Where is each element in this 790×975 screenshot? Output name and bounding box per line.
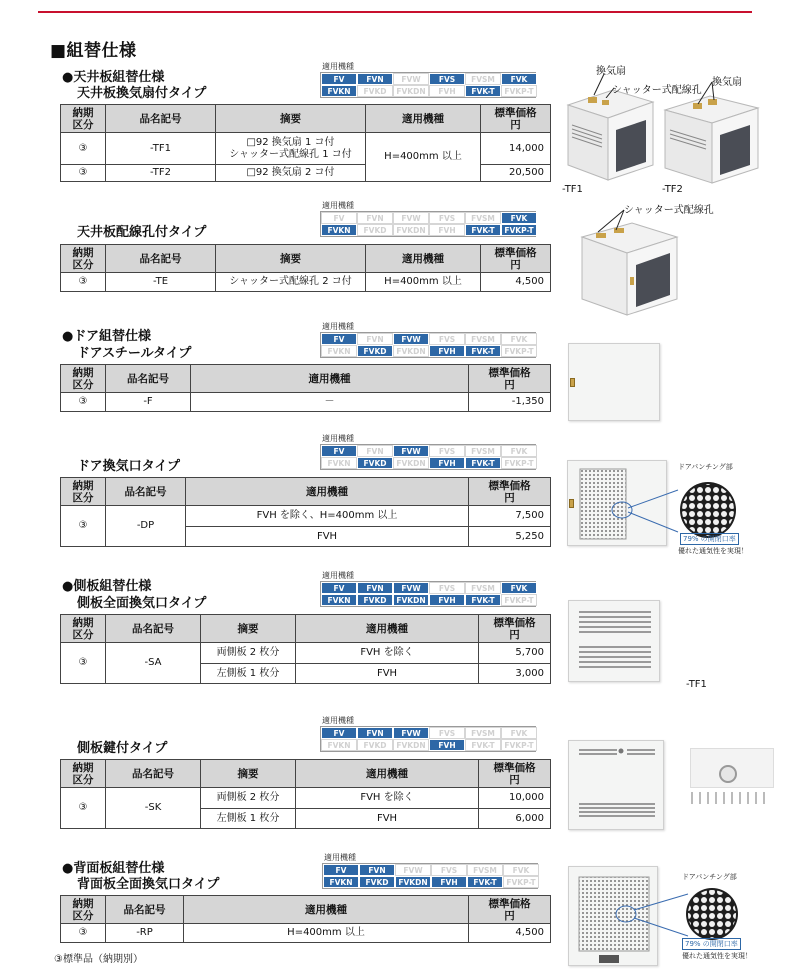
compat-cell-active: FVN <box>357 727 393 739</box>
header-models: 適用機種 <box>184 896 469 924</box>
label-shutter-hole-1: シャッター式配線孔 <box>612 85 702 96</box>
compat-cell-inactive: FVK-T <box>465 739 501 751</box>
compat-cell-active: FVH <box>429 594 465 606</box>
lock-icon <box>719 765 737 783</box>
cell-delivery: ③ <box>61 133 106 165</box>
header-models: 適用機種 <box>296 760 479 788</box>
cell-delivery: ③ <box>61 506 106 547</box>
compat-cell-active: FVK <box>501 212 537 224</box>
compat-cells <box>322 863 538 889</box>
caption-side-vent: -TF1 <box>686 679 707 690</box>
compat-cell-inactive: FVKDN <box>393 739 429 751</box>
page-title: ■組替仕様 <box>50 41 137 61</box>
compat-cell-active: FVW <box>393 445 429 457</box>
cell-models: FVH を除く <box>296 788 479 809</box>
cell-models: H=400mm 以上 <box>184 924 469 943</box>
header-price: 標準価格 円 <box>469 478 551 506</box>
compat-cell-inactive: FVS <box>431 864 467 876</box>
compat-cell-inactive: FVKP-T <box>501 594 537 606</box>
compat-cell-inactive: FVKD <box>357 739 393 751</box>
compat-cell-active: FVK <box>501 582 537 594</box>
label-open-ratio-2: 79% の開閉口率 <box>682 938 741 950</box>
compat-cell-active: FVH <box>429 739 465 751</box>
compat-label: 適用機種 <box>322 62 354 71</box>
cell-summary: □92 換気扇 1 コ付 シャッター式配線孔 1 コ付 <box>216 133 366 165</box>
section-heading-door-options: ●ドア組替仕様 <box>62 329 151 344</box>
compat-cell-inactive: FVW <box>395 864 431 876</box>
header-code: 品名記号 <box>106 105 216 133</box>
compat-cell-active: FVN <box>359 864 395 876</box>
compat-cells <box>320 332 536 358</box>
cell-price: 7,500 <box>469 506 551 527</box>
header-models: 適用機種 <box>366 105 481 133</box>
header-code: 品名記号 <box>106 365 191 393</box>
footnote: ③標準品（納期別） <box>54 954 143 965</box>
header-summary: 摘要 <box>201 615 296 643</box>
header-code: 品名記号 <box>106 760 201 788</box>
compat-cell-inactive: FVW <box>393 73 429 85</box>
header-price: 標準価格 円 <box>469 365 551 393</box>
cell-delivery: ③ <box>61 273 106 292</box>
cell-code: -RP <box>106 924 184 943</box>
cell-summary: 左側板 1 枚分 <box>201 809 296 829</box>
header-models: 適用機種 <box>186 478 469 506</box>
compat-cell-active: FVKDN <box>393 594 429 606</box>
header-delivery: 納期 区分 <box>61 365 106 393</box>
door-hinge-icon <box>569 499 574 508</box>
section-subheading-ceiling-fan: 天井板換気扇付タイプ <box>77 86 207 101</box>
table-door-vent <box>60 477 551 547</box>
cell-delivery: ③ <box>61 924 106 943</box>
compat-grid-ceiling-fan <box>320 61 536 98</box>
section-subheading-door-steel: ドアスチールタイプ <box>77 346 192 361</box>
lock-closeup-illustration <box>690 748 774 788</box>
compat-cell-active: FVN <box>357 582 393 594</box>
header-summary: 摘要 <box>216 105 366 133</box>
compat-cell-inactive: FVH <box>429 85 465 97</box>
cell-summary: 両側板 2 枚分 <box>201 788 296 809</box>
table-ceiling-fan <box>60 104 551 182</box>
compat-cell-active: FVS <box>429 73 465 85</box>
table-header-row <box>61 105 551 133</box>
cell-code: -TF1 <box>106 133 216 165</box>
compat-cell-inactive: FVK <box>503 864 539 876</box>
cell-summary: 左側板 1 枚分 <box>201 664 296 684</box>
compat-cell-active: FVKN <box>323 876 359 888</box>
header-price: 標準価格 円 <box>469 896 551 924</box>
cell-price: -1,350 <box>469 393 551 412</box>
compat-cell-active: FV <box>321 727 357 739</box>
compat-cell-inactive: FVKDN <box>393 224 429 236</box>
compat-cell-active: FVN <box>357 73 393 85</box>
compat-cell-inactive: FVSM <box>465 445 501 457</box>
compat-cell-inactive: FVKP-T <box>503 876 539 888</box>
cell-price: 4,500 <box>469 924 551 943</box>
compat-cell-active: FVK-T <box>465 85 501 97</box>
compat-cell-inactive: FVN <box>357 333 393 345</box>
cell-delivery: ③ <box>61 788 106 829</box>
compat-cell-inactive: FVKDN <box>393 85 429 97</box>
compat-cell-inactive: FVSM <box>465 582 501 594</box>
compat-cell-inactive: FVKP-T <box>501 345 537 357</box>
compat-cell-active: FVKP-T <box>501 224 537 236</box>
compat-cell-active: FVKD <box>357 457 393 469</box>
compat-cell-active: FVKD <box>357 345 393 357</box>
compat-cells <box>320 211 536 237</box>
compat-cell-inactive: FVSM <box>465 73 501 85</box>
section-subheading-back-vent: 背面板全面換気口タイプ <box>77 877 220 892</box>
compat-cell-inactive: FVS <box>429 727 465 739</box>
table-ceiling-wiring <box>60 244 551 292</box>
header-code: 品名記号 <box>106 245 216 273</box>
cell-models: － <box>191 393 469 412</box>
header-delivery: 納期 区分 <box>61 105 106 133</box>
section-heading-side-options: ●側板組替仕様 <box>62 579 152 594</box>
compat-cell-inactive: FVKP-T <box>501 85 537 97</box>
compat-cell-inactive: FVH <box>429 224 465 236</box>
table-row <box>61 393 551 412</box>
header-delivery: 納期 区分 <box>61 478 106 506</box>
cell-models: H=400mm 以上 <box>366 273 481 292</box>
table-row <box>61 788 551 809</box>
header-delivery: 納期 区分 <box>61 245 106 273</box>
door-steel-illustration <box>568 343 660 421</box>
table-header-row <box>61 615 551 643</box>
compat-cell-inactive: FV <box>321 212 357 224</box>
table-header-row <box>61 365 551 393</box>
compat-cell-active: FV <box>321 582 357 594</box>
compat-cell-active: FVK-T <box>465 594 501 606</box>
cell-delivery: ③ <box>61 643 106 684</box>
header-delivery: 納期 区分 <box>61 760 106 788</box>
header-code: 品名記号 <box>106 478 186 506</box>
compat-cell-inactive: FVKDN <box>393 457 429 469</box>
cell-price: 10,000 <box>479 788 551 809</box>
table-side-lock <box>60 759 551 829</box>
compat-cell-active: FVK-T <box>465 345 501 357</box>
label-fan-2: 換気扇 <box>712 77 742 88</box>
section-heading-ceiling-options: ●天井板組替仕様 <box>62 70 165 85</box>
compat-label: 適用機種 <box>322 571 354 580</box>
compat-cell-active: FVKDN <box>395 876 431 888</box>
section-subheading-side-lock: 側板鍵付タイプ <box>77 741 168 756</box>
header-models: 適用機種 <box>366 245 481 273</box>
table-header-row <box>61 896 551 924</box>
header-code: 品名記号 <box>106 896 184 924</box>
compat-cell-active: FVH <box>429 457 465 469</box>
compat-cell-active: FVH <box>431 876 467 888</box>
caption-tf1: -TF1 <box>562 184 583 195</box>
compat-cell-active: FV <box>321 333 357 345</box>
cell-price: 4,500 <box>481 273 551 292</box>
cell-code: -TE <box>106 273 216 292</box>
table-row <box>61 643 551 664</box>
compat-label: 適用機種 <box>322 201 354 210</box>
caption-tf2: -TF2 <box>662 184 683 195</box>
table-side-vent <box>60 614 551 684</box>
compat-cell-inactive: FVSM <box>465 333 501 345</box>
compat-cell-inactive: FVW <box>393 212 429 224</box>
cell-models: FVH を除く <box>296 643 479 664</box>
compat-cell-inactive: FVKN <box>321 345 357 357</box>
cell-price: 20,500 <box>481 165 551 182</box>
compat-cells <box>320 444 536 470</box>
header-code: 品名記号 <box>106 615 201 643</box>
label-benefit-2: 優れた通気性を実現！ <box>682 952 752 960</box>
header-summary: 摘要 <box>201 760 296 788</box>
compat-cell-active: FVKN <box>321 594 357 606</box>
cell-code: -F <box>106 393 191 412</box>
compat-cell-active: FVK-T <box>467 876 503 888</box>
cell-summary: シャッター式配線孔 2 コ付 <box>216 273 366 292</box>
section-subheading-ceiling-wiring: 天井板配線孔付タイプ <box>77 225 207 240</box>
compat-cell-active: FVK-T <box>465 457 501 469</box>
compat-label: 適用機種 <box>322 322 354 331</box>
cell-models: FVH <box>296 664 479 684</box>
compat-cell-inactive: FVSM <box>465 212 501 224</box>
table-header-row <box>61 760 551 788</box>
label-punching-1: ドアパンチング部 <box>678 463 733 471</box>
header-price: 標準価格 円 <box>479 760 551 788</box>
cell-price: 5,250 <box>469 527 551 547</box>
header-delivery: 納期 区分 <box>61 615 106 643</box>
compat-cell-active: FVW <box>393 582 429 594</box>
label-punching-2: ドアパンチング部 <box>682 873 737 881</box>
table-header-row <box>61 478 551 506</box>
compat-cell-active: FVW <box>393 333 429 345</box>
side-vent-illustration <box>568 600 660 682</box>
cell-price: 6,000 <box>479 809 551 829</box>
compat-grid-side-lock <box>320 715 536 752</box>
top-divider-line <box>38 11 752 13</box>
compat-cell-inactive: FVN <box>357 212 393 224</box>
compat-cell-inactive: FVS <box>429 212 465 224</box>
table-row <box>61 506 551 527</box>
lock-parts-icon <box>688 790 778 806</box>
compat-grid-side-vent <box>320 570 536 607</box>
side-lock-slots-icon <box>569 741 665 831</box>
compat-label: 適用機種 <box>322 716 354 725</box>
header-price: 標準価格 円 <box>481 245 551 273</box>
compat-cell-active: FVKN <box>321 85 357 97</box>
side-lock-illustration <box>568 740 664 830</box>
label-benefit-1: 優れた通気性を実現！ <box>678 547 748 555</box>
compat-cell-inactive: FVK <box>501 727 537 739</box>
cell-models: FVH を除く、H=400mm 以上 <box>186 506 469 527</box>
section-subheading-door-vent: ドア換気口タイプ <box>77 459 180 474</box>
cell-models: FVH <box>186 527 469 547</box>
compat-grid-door-steel <box>320 321 536 358</box>
compat-grid-back-vent <box>322 852 538 889</box>
label-open-ratio-1: 79% の開閉口率 <box>680 533 739 545</box>
compat-cell-inactive: FVK <box>501 445 537 457</box>
cell-code: -SA <box>106 643 201 684</box>
compat-grid-ceiling-wiring <box>320 200 536 237</box>
cell-price: 14,000 <box>481 133 551 165</box>
compat-grid-door-vent <box>320 433 536 470</box>
compat-cell-inactive: FVKP-T <box>501 457 537 469</box>
table-header-row <box>61 245 551 273</box>
table-back-vent <box>60 895 551 943</box>
cell-summary: 両側板 2 枚分 <box>201 643 296 664</box>
table-row <box>61 924 551 943</box>
compat-cell-inactive: FVKD <box>357 224 393 236</box>
table-door-steel <box>60 364 551 412</box>
header-models: 適用機種 <box>191 365 469 393</box>
table-row <box>61 133 551 165</box>
compat-cell-inactive: FVS <box>429 582 465 594</box>
table-row <box>61 273 551 292</box>
cell-models: FVH <box>296 809 479 829</box>
cell-code: -TF2 <box>106 165 216 182</box>
header-models: 適用機種 <box>296 615 479 643</box>
compat-cell-active: FVH <box>429 345 465 357</box>
compat-label: 適用機種 <box>322 434 354 443</box>
compat-cells <box>320 72 536 98</box>
compat-cell-active: FVKN <box>321 224 357 236</box>
header-summary: 摘要 <box>216 245 366 273</box>
cell-delivery: ③ <box>61 165 106 182</box>
compat-cell-active: FV <box>321 445 357 457</box>
compat-cell-active: FV <box>321 73 357 85</box>
compat-cell-active: FVK-T <box>465 224 501 236</box>
cell-code: -DP <box>106 506 186 547</box>
header-price: 標準価格 円 <box>479 615 551 643</box>
compat-cell-inactive: FVN <box>357 445 393 457</box>
compat-cell-active: FVW <box>393 727 429 739</box>
cell-models: H=400mm 以上 <box>366 133 481 182</box>
compat-cell-inactive: FVKD <box>357 85 393 97</box>
cell-price: 5,700 <box>479 643 551 664</box>
label-fan-1: 換気扇 <box>596 66 626 77</box>
compat-cell-inactive: FVKP-T <box>501 739 537 751</box>
compat-cell-inactive: FVK <box>501 333 537 345</box>
section-subheading-side-vent: 側板全面換気口タイプ <box>77 596 207 611</box>
compat-cell-inactive: FVSM <box>465 727 501 739</box>
compat-cell-active: FVKD <box>359 876 395 888</box>
compat-cell-inactive: FVKN <box>321 457 357 469</box>
compat-cell-active: FVKD <box>357 594 393 606</box>
cell-delivery: ③ <box>61 393 106 412</box>
compat-label: 適用機種 <box>324 853 356 862</box>
compat-cell-active: FVK <box>501 73 537 85</box>
compat-cell-inactive: FVS <box>429 333 465 345</box>
door-hinge-icon <box>570 378 575 387</box>
header-delivery: 納期 区分 <box>61 896 106 924</box>
compat-cell-inactive: FVKDN <box>393 345 429 357</box>
compat-cells <box>320 726 536 752</box>
cell-summary: □92 換気扇 2 コ付 <box>216 165 366 182</box>
cell-price: 3,000 <box>479 664 551 684</box>
compat-cell-inactive: FVKN <box>321 739 357 751</box>
section-heading-back-options: ●背面板組替仕様 <box>62 861 165 876</box>
vent-slots-icon <box>569 601 661 683</box>
compat-cell-inactive: FVSM <box>467 864 503 876</box>
compat-cells <box>320 581 536 607</box>
compat-cell-inactive: FVS <box>429 445 465 457</box>
compat-cell-active: FV <box>323 864 359 876</box>
label-shutter-hole-2: シャッター式配線孔 <box>624 205 714 216</box>
header-price: 標準価格 円 <box>481 105 551 133</box>
cell-code: -SK <box>106 788 201 829</box>
